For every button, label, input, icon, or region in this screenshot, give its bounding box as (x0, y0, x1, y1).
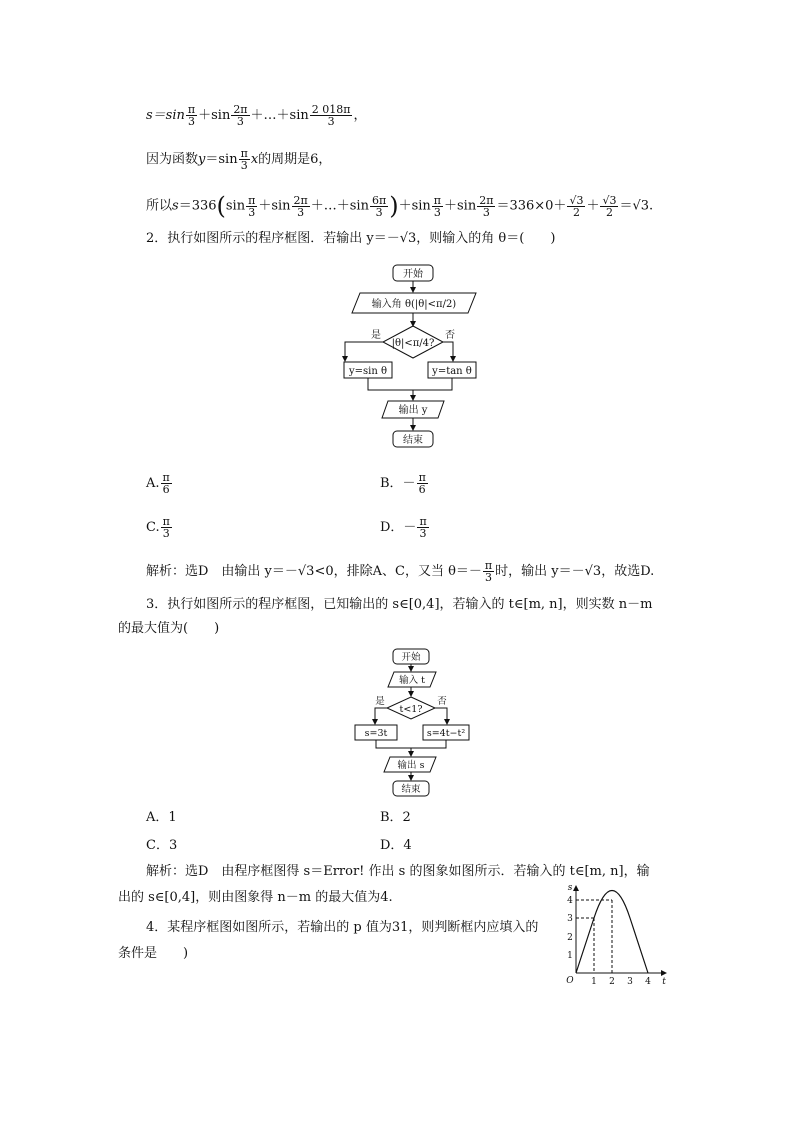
fraction (567, 195, 585, 218)
eq1-term: ＋sin (198, 108, 231, 123)
x-axis-label: t (662, 977, 666, 986)
equation-s-sum (146, 104, 367, 127)
fraction (477, 195, 495, 218)
fraction (161, 516, 172, 539)
frac-num: π (240, 147, 248, 160)
flow-no-label: 否 (445, 330, 455, 341)
frac-den: 6 (162, 483, 170, 496)
frac-num: π (419, 515, 427, 528)
x-tick: 1 (591, 977, 597, 986)
question-3-text-2: 的最大值为( ) (118, 621, 220, 636)
option-label: A. (146, 476, 160, 491)
eq3-var: s (172, 198, 179, 214)
frac-den: 3 (433, 205, 441, 219)
eq3-term: ＋sin (258, 198, 291, 214)
flow-end-label: 结束 (401, 784, 421, 795)
option-d: D．4 (380, 838, 412, 853)
frac-den: 2 (605, 205, 613, 219)
y-tick: 1 (567, 951, 573, 961)
fraction (231, 104, 249, 127)
flow-input-label: 输入角 θ(|θ|<π/2) (371, 299, 457, 310)
flow-input-label: 输入 t (399, 675, 425, 686)
question-3-text: 3．执行如图所示的程序框图，已知输出的 s∈[0,4]，若输入的 t∈[m, n]，则实数 n－m (146, 597, 653, 612)
option-c (146, 516, 173, 539)
solution-q3-line1: 解析：选D 由程序框图得 s＝Error! 作出 s 的图象如图所示．若输入的 t∈[m, n]，输 (146, 864, 650, 879)
question-4-text-2: 条件是 ) (118, 946, 189, 961)
option-label: D．－ (380, 520, 417, 535)
frac-num: π (433, 193, 442, 207)
flow-start-label: 开始 (403, 269, 423, 280)
frac-den: 3 (240, 159, 248, 172)
solution-text: 时，输出 y＝－√3，故选D. (495, 564, 655, 579)
flow-start-label: 开始 (401, 652, 421, 663)
flow-output-label: 输出 y (398, 405, 428, 416)
y-tick: 2 (567, 933, 573, 943)
fraction (310, 104, 353, 127)
frac-num: 2π (293, 193, 308, 207)
frac-den: 3 (248, 205, 256, 219)
eq1-end: ， (353, 108, 367, 123)
fraction (246, 195, 257, 218)
option-d (380, 516, 430, 539)
eq1-term: ＋…＋sin (250, 108, 309, 123)
option-label: C. (146, 520, 160, 535)
frac-num: π (484, 559, 493, 572)
frac-num: π (248, 193, 256, 207)
frac-num: 2π (233, 103, 248, 116)
frac-num: π (418, 471, 426, 484)
fraction (432, 195, 443, 218)
flow-right-label: s=4t−t² (426, 728, 466, 739)
y-tick: 4 (567, 896, 573, 906)
flow-yes-label: 是 (371, 330, 381, 341)
eq2-var: y (198, 152, 206, 167)
frac-den: 3 (482, 205, 490, 219)
option-label: B．－ (380, 476, 416, 491)
option-a (146, 472, 173, 495)
frac-den: 3 (297, 205, 305, 219)
x-tick: 4 (645, 977, 651, 986)
frac-num: 6π (371, 193, 387, 207)
frac-num: √3 (569, 193, 584, 207)
equation-period (146, 148, 331, 171)
option-c: C．3 (146, 838, 178, 853)
flow-cond-label: t<1? (399, 704, 423, 715)
solution-text: 解析：选D 由输出 y＝－√3<0，排除A、C，又当 θ＝－ (146, 564, 482, 579)
fraction (417, 472, 428, 495)
frac-num: π (162, 515, 170, 528)
eq2-post: 的周期是6， (258, 152, 332, 167)
frac-num: π (162, 471, 170, 484)
eq3-end: ＝√3. (619, 198, 654, 214)
frac-den: 6 (418, 483, 426, 496)
x-tick: 3 (627, 977, 633, 986)
fraction (417, 516, 428, 539)
flow-end-label: 结束 (403, 435, 423, 446)
guide-dashes (576, 900, 612, 973)
frac-den: 3 (375, 205, 383, 219)
frac-den: 2 (572, 205, 580, 219)
eq2-var-x: x (250, 152, 259, 167)
flow-right-label: y=tan θ (432, 366, 472, 377)
solution-q3-line2: 出的 s∈[0,4]，则由图象得 n－m 的最大值为4. (118, 890, 393, 905)
fraction (483, 560, 494, 583)
eq3-term: ＋sin (444, 198, 477, 214)
flowchart-q3 (350, 644, 480, 800)
frac-den: 3 (236, 115, 244, 128)
y-tick: 3 (567, 914, 573, 924)
fraction (600, 195, 618, 218)
frac-num: 2 018π (311, 103, 351, 116)
eq3-term: ＋sin (398, 198, 431, 214)
eq2-pre: 因为函数 (146, 152, 199, 167)
flow-left-label: y=sin θ (349, 366, 387, 377)
fraction (292, 195, 310, 218)
solution-q2 (146, 560, 654, 583)
paren-left: ( (216, 192, 226, 220)
y-axis-label: s (567, 883, 573, 893)
eq3-pre: 所以 (146, 198, 173, 214)
eq3-eq: ＝336 (178, 198, 217, 214)
frac-num: π (187, 103, 196, 116)
flow-cond-label: |θ|<π/4? (391, 338, 435, 349)
fraction (239, 148, 250, 171)
frac-num: √3 (602, 193, 617, 207)
eq3-term: ＝336×0＋ (496, 198, 567, 214)
frac-num: 2π (479, 193, 494, 207)
option-a: A．1 (146, 810, 177, 825)
fraction (161, 472, 172, 495)
paren-right: ) (389, 192, 399, 220)
fraction (370, 195, 388, 218)
question-2-text: 2．执行如图所示的程序框图．若输出 y＝－√3，则输入的角 θ＝( ) (146, 231, 556, 246)
origin-label: O (566, 976, 574, 986)
graph-s-t (560, 880, 672, 986)
flow-yes-label: 是 (375, 696, 385, 707)
frac-den: 3 (187, 115, 195, 128)
equation-result (146, 194, 653, 218)
frac-den: 3 (327, 115, 335, 128)
flow-left-label: s=3t (364, 728, 388, 739)
flowchart-q2 (340, 258, 490, 454)
flow-no-label: 否 (437, 696, 447, 707)
eq2-sin: ＝sin (205, 152, 238, 167)
option-b (380, 472, 429, 495)
option-b: B．2 (380, 810, 411, 825)
frac-den: 3 (419, 527, 427, 540)
eq3-term: ＋ (586, 198, 600, 214)
fraction (186, 104, 197, 127)
flow-output-label: 输出 s (397, 760, 425, 771)
eq1-lhs: s＝sin (146, 108, 185, 123)
question-4-text: 4．某程序框图如图所示，若输出的 p 值为31，则判断框内应填入的 (146, 920, 539, 935)
eq3-term: ＋…＋sin (310, 198, 369, 214)
eq3-sin: sin (225, 198, 246, 214)
frac-den: 3 (162, 527, 170, 540)
frac-den: 3 (485, 571, 493, 584)
x-tick: 2 (609, 977, 615, 986)
